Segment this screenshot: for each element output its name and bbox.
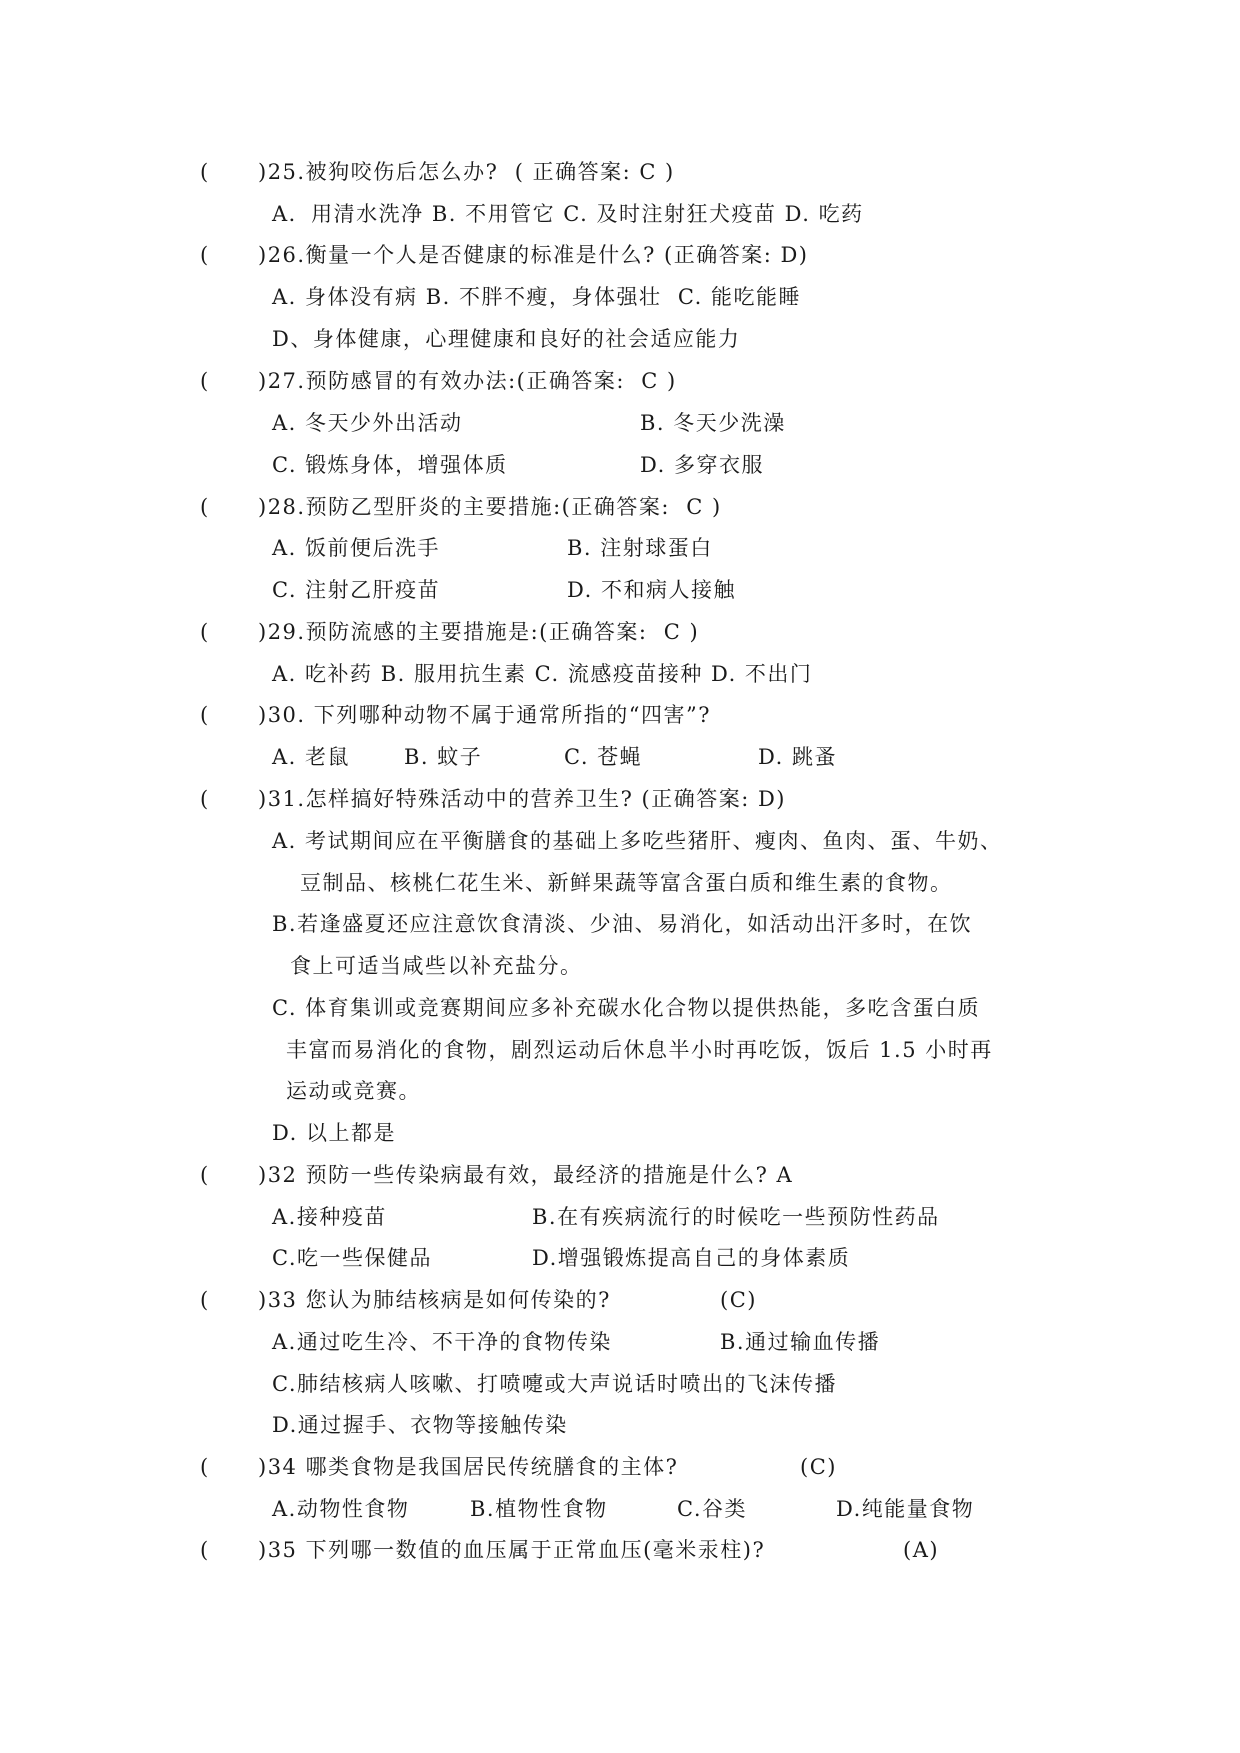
question-28-option-d: D. 不和病人接触 <box>567 578 736 602</box>
question-33-option-d: D.通过握手、衣物等接触传染 <box>272 1413 568 1437</box>
question-31-option-c-line2: 丰富而易消化的食物，剧烈运动后休息半小时再吃饭，饭后 1.5 小时再 <box>286 1038 993 1062</box>
question-25-options: A．用清水洗净 B. 不用管它 C. 及时注射狂犬疫苗 D. 吃药 <box>272 202 864 226</box>
question-30-stem: )30. 下列哪种动物不属于通常所指的“四害”? <box>258 703 711 727</box>
question-25-stem: )25.被狗咬伤后怎么办? ( 正确答案: C ) <box>258 160 675 184</box>
answer-blank-open: ( <box>200 1288 209 1312</box>
question-33-option-b: B.通过输血传播 <box>720 1330 881 1354</box>
question-29-stem: )29.预防流感的主要措施是:(正确答案: C ) <box>258 620 700 644</box>
question-34-stem: )34 哪类食物是我国居民传统膳食的主体? <box>258 1455 679 1479</box>
question-28-option-a: A. 饭前便后洗手 <box>272 536 441 560</box>
question-31-option-b-line2: 食上可适当咸些以补充盐分。 <box>290 954 583 978</box>
question-32-option-a: A.接种疫苗 <box>272 1205 387 1229</box>
question-31-option-d: D. 以上都是 <box>272 1121 396 1145</box>
question-31-option-c-line1: C. 体育集训或竞赛期间应多补充碳水化合物以提供热能，多吃含蛋白质 <box>272 996 981 1020</box>
question-34-option-a: A.动物性食物 <box>272 1497 410 1521</box>
question-33-option-a: A.通过吃生冷、不干净的食物传染 <box>272 1330 612 1354</box>
answer-blank-open: ( <box>200 620 209 644</box>
answer-blank-open: ( <box>200 1163 209 1187</box>
answer-blank-open: ( <box>200 703 209 727</box>
question-32-option-b: B.在有疾病流行的时候吃一些预防性药品 <box>532 1205 940 1229</box>
question-30-option-c: C. 苍蝇 <box>564 745 643 769</box>
question-33-stem: )33 您认为肺结核病是如何传染的? <box>258 1288 611 1312</box>
question-29-options: A. 吃补药 B. 服用抗生素 C. 流感疫苗接种 D. 不出门 <box>272 662 813 686</box>
question-27-option-d: D. 多穿衣服 <box>640 453 764 477</box>
question-32-stem: )32 预防一些传染病最有效，最经济的措施是什么? A <box>258 1163 794 1187</box>
question-27-option-c: C. 锻炼身体，增强体质 <box>272 453 508 477</box>
answer-blank-open: ( <box>200 369 209 393</box>
question-26-option-abc: A. 身体没有病 B. 不胖不瘦，身体强壮 C. 能吃能睡 <box>272 285 801 309</box>
question-35-answer: (A) <box>903 1538 940 1562</box>
question-26-stem: )26.衡量一个人是否健康的标准是什么? (正确答案: D) <box>258 243 809 267</box>
question-34-option-d: D.纯能量食物 <box>836 1497 975 1521</box>
question-32-option-c: C.吃一些保健品 <box>272 1246 432 1270</box>
question-31-option-b-line1: B.若逢盛夏还应注意饮食清淡、少油、易消化，如活动出汗多时，在饮 <box>272 912 973 936</box>
question-34-answer: (C) <box>800 1455 837 1479</box>
question-34-option-b: B.植物性食物 <box>470 1497 608 1521</box>
answer-blank-open: ( <box>200 787 209 811</box>
question-31-option-c-line3: 运动或竞赛。 <box>286 1079 421 1103</box>
question-31-stem: )31.怎样搞好特殊活动中的营养卫生? (正确答案: D) <box>258 787 786 811</box>
question-30-option-d: D. 跳蚤 <box>758 745 837 769</box>
answer-blank-open: ( <box>200 1538 209 1562</box>
question-32-option-d: D.增强锻炼提高自己的身体素质 <box>532 1246 851 1270</box>
question-33-answer: (C) <box>720 1288 757 1312</box>
question-28-stem: )28.预防乙型肝炎的主要措施:(正确答案: C ) <box>258 495 722 519</box>
question-28-option-b: B. 注射球蛋白 <box>567 536 713 560</box>
answer-blank-open: ( <box>200 495 209 519</box>
question-30-option-a: A. 老鼠 <box>272 745 351 769</box>
question-27-stem: )27.预防感冒的有效办法:(正确答案: C ) <box>258 369 677 393</box>
answer-blank-open: ( <box>200 160 209 184</box>
question-33-option-c: C.肺结核病人咳嗽、打喷嚏或大声说话时喷出的飞沫传播 <box>272 1372 837 1396</box>
question-31-option-a-line1: A. 考试期间应在平衡膳食的基础上多吃些猪肝、瘦肉、鱼肉、蛋、牛奶、 <box>272 829 1003 853</box>
question-28-option-c: C. 注射乙肝疫苗 <box>272 578 441 602</box>
question-27-option-b: B. 冬天少洗澡 <box>640 411 786 435</box>
question-27-option-a: A. 冬天少外出活动 <box>272 411 463 435</box>
question-34-option-c: C.谷类 <box>677 1497 747 1521</box>
question-30-option-b: B. 蚊子 <box>404 745 483 769</box>
question-31-option-a-line2: 豆制品、核桃仁花生米、新鲜果蔬等富含蛋白质和维生素的食物。 <box>300 871 953 895</box>
answer-blank-open: ( <box>200 1455 209 1479</box>
answer-blank-open: ( <box>200 243 209 267</box>
question-26-option-d: D、身体健康，心理健康和良好的社会适应能力 <box>272 327 741 351</box>
question-35-stem: )35 下列哪一数值的血压属于正常血压(毫米汞柱)? <box>258 1538 766 1562</box>
